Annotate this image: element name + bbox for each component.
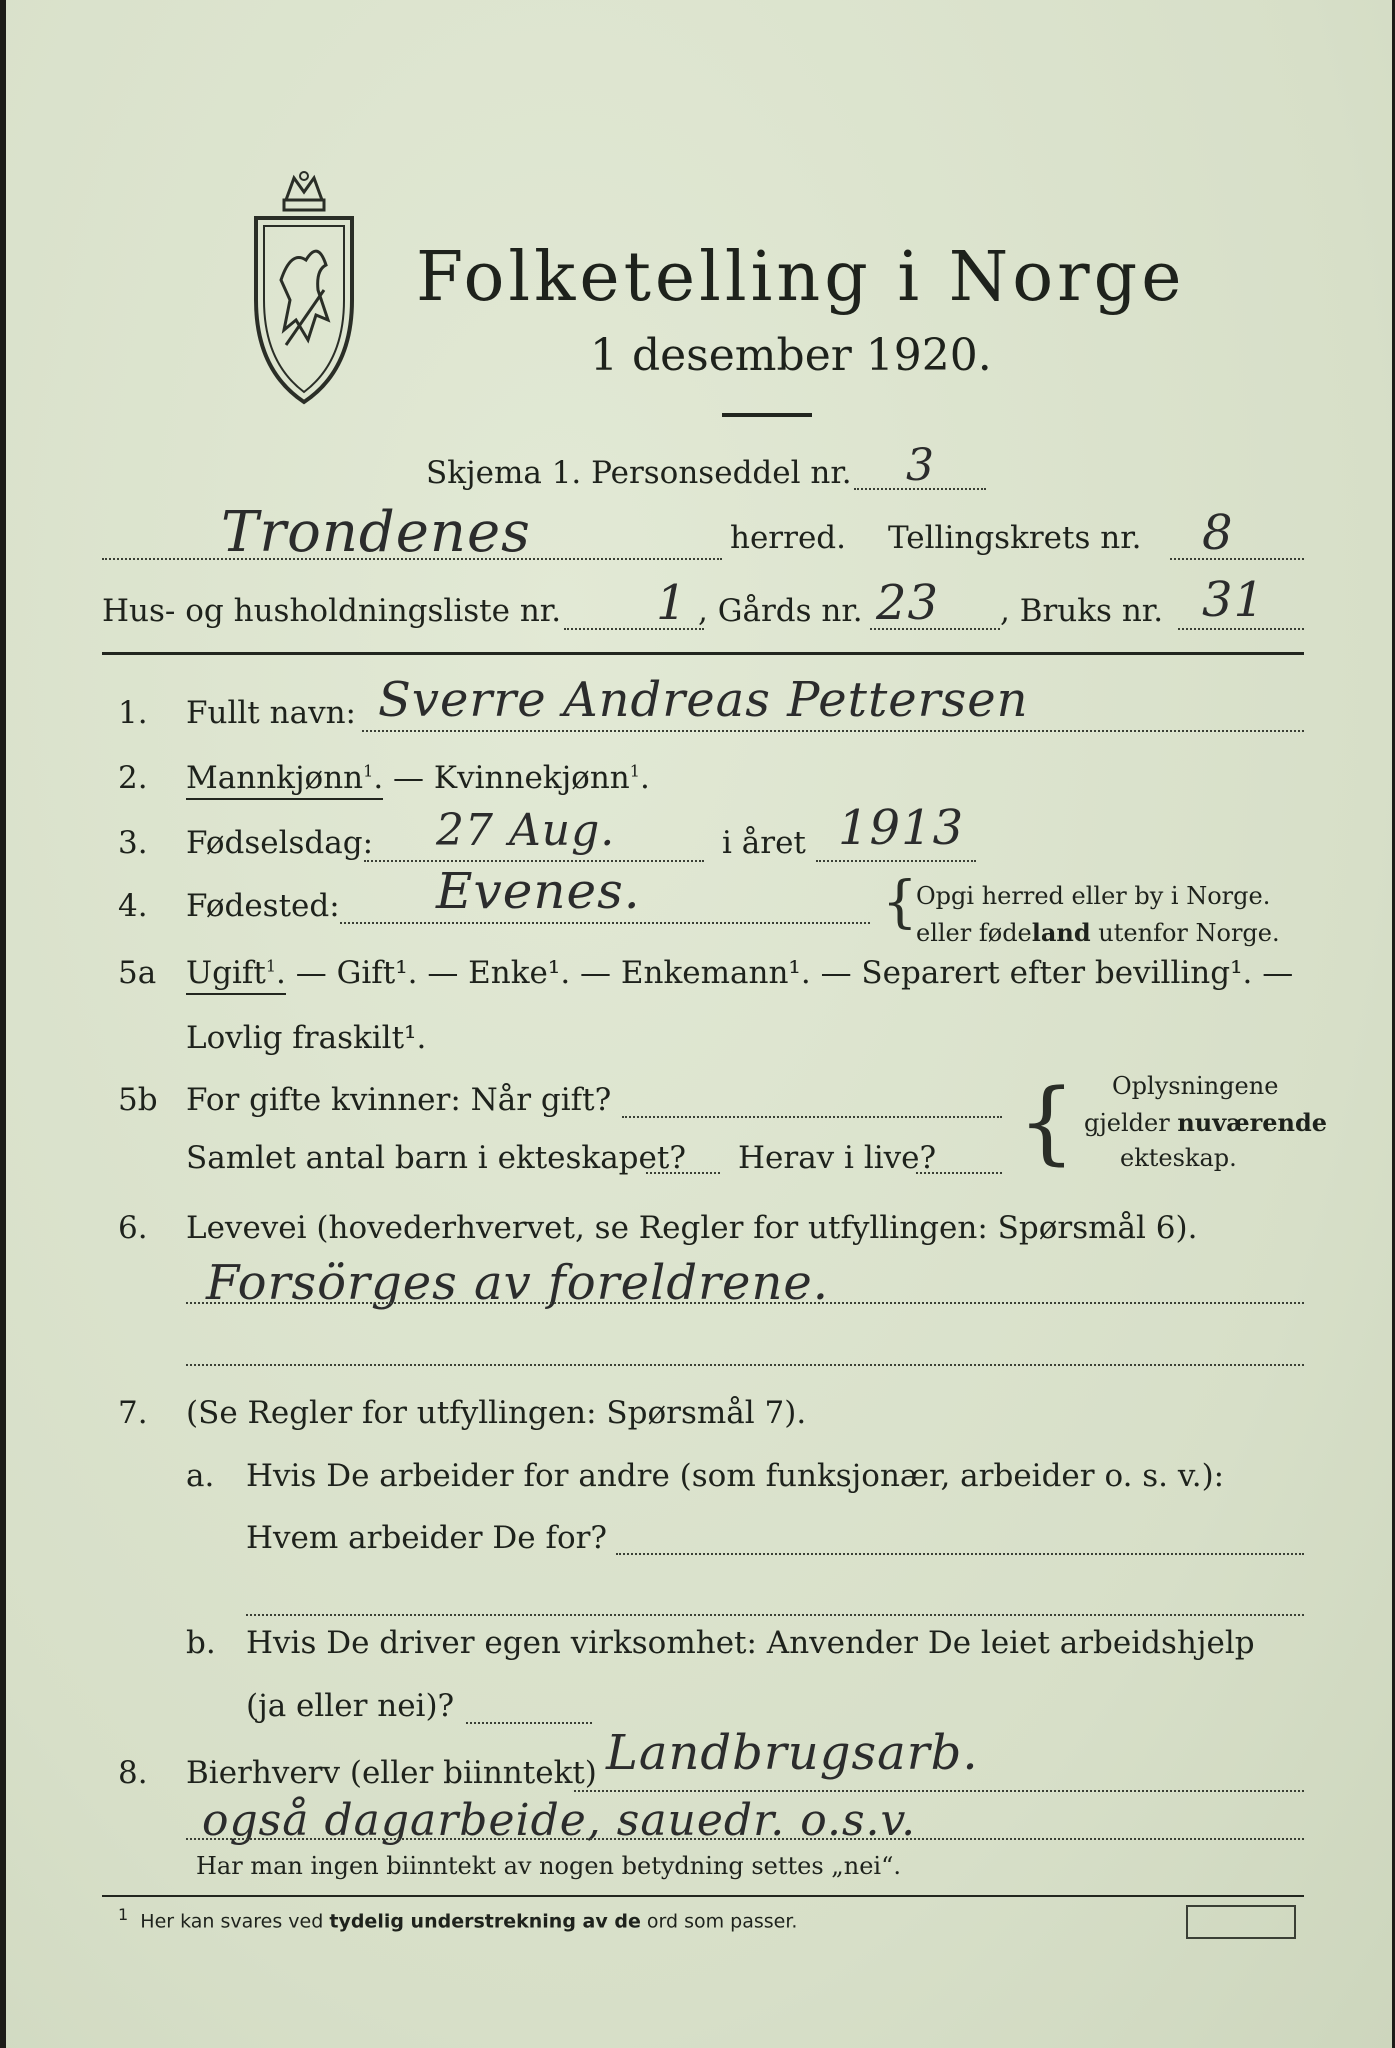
q6-number: 6. — [118, 1210, 148, 1246]
ugift-option: Ugift$^1$. — [186, 955, 286, 995]
bruks-label: , Bruks nr. — [1000, 593, 1164, 629]
birth-year-value: 1913 — [838, 800, 965, 856]
footer-divider — [102, 1895, 1304, 1897]
q7a-question: Hvem arbeider De for? — [246, 1520, 608, 1556]
census-form — [6, 0, 1392, 2048]
q2-number: 2. — [118, 760, 148, 796]
q4-note-1: Opgi herred eller by i Norge. — [916, 882, 1271, 910]
q8-note: Har man ingen biinntekt av nogen betydning settes „nei“. — [196, 1852, 901, 1880]
q5b-note-3: ekteskap. — [1120, 1144, 1237, 1172]
personseddel-number: 3 — [906, 440, 935, 491]
coat-of-arms-icon — [246, 170, 362, 410]
q7b-question: (ja eller nei)? — [246, 1688, 455, 1724]
q5b-live-line — [916, 1172, 1002, 1174]
q8-line2 — [186, 1838, 1304, 1840]
q6-line2 — [186, 1364, 1304, 1366]
hus-value: 1 — [656, 575, 688, 631]
mannkjonn-option: Mannkjønn$^1$. — [186, 760, 383, 800]
gards-value: 23 — [876, 575, 940, 631]
q7-number: 7. — [118, 1395, 148, 1431]
q4-line — [340, 922, 870, 924]
q3-year-label: i året — [722, 825, 806, 861]
q5b-brace: { — [1018, 1070, 1076, 1175]
q8-label: Bierhverv (eller biinntekt) — [186, 1755, 597, 1791]
bruks-line — [1178, 628, 1304, 630]
q5a-options: Ugift$^1$. — Gift¹. — Enke¹. — Enkemann¹. — Separert efter bevilling¹. — — [186, 955, 1293, 991]
q5b-label2: Samlet antal barn i ekteskapet? — [186, 1140, 686, 1176]
full-name-value: Sverre Andreas Pettersen — [378, 672, 1029, 728]
footnote: $^1$ Her kan svares ved tydelig understrekning av de ord som passer. — [118, 1905, 798, 1933]
q5a-line2: Lovlig fraskilt¹. — [186, 1020, 427, 1056]
q8-number: 8. — [118, 1755, 148, 1791]
q5b-line — [622, 1116, 1002, 1118]
q3-number: 3. — [118, 825, 148, 861]
q5b-note-1: Oplysningene — [1112, 1072, 1279, 1100]
herred-label: herred. — [730, 520, 846, 556]
side-income-value: Landbrugsarb. — [606, 1725, 979, 1781]
birthplace-value: Evenes. — [436, 862, 641, 920]
title-divider — [722, 413, 812, 417]
q1-line — [362, 730, 1304, 732]
q7-label: (Se Regler for utfyllingen: Spørsmål 7). — [186, 1395, 807, 1431]
herred-value: Trondenes — [221, 500, 531, 565]
q1-number: 1. — [118, 695, 148, 731]
q1-label: Fullt navn: — [186, 695, 356, 731]
census-date: 1 desember 1920. — [590, 330, 992, 381]
q5b-label: For gifte kvinner: Når gift? — [186, 1082, 612, 1118]
q6-line1 — [186, 1302, 1304, 1304]
bruks-value: 31 — [1202, 572, 1266, 628]
kvinnekjonn-option: Kvinnekjønn$^1$. — [433, 760, 650, 796]
tellingskrets-value: 8 — [1202, 505, 1234, 561]
q4-number: 4. — [118, 888, 148, 924]
schema-label: Skjema 1. Personseddel nr. — [426, 455, 852, 491]
occupation-value: Forsörges av foreldrene. — [206, 1255, 830, 1311]
header-divider — [102, 652, 1304, 655]
q5b-label3: Herav i live? — [738, 1140, 937, 1176]
printer-stamp — [1186, 1905, 1296, 1939]
q7a-line2 — [246, 1614, 1304, 1616]
side-income-value-2: også dagarbeide, sauedr. o.s.v. — [202, 1795, 917, 1846]
q3-label: Fødselsdag: — [186, 825, 374, 861]
q7a-text: Hvis De arbeider for andre (som funksjonær, arbeider o. s. v.): — [246, 1458, 1225, 1494]
q6-label: Levevei (hovederhvervet, se Regler for utfyllingen: Spørsmål 6). — [186, 1210, 1198, 1246]
q5b-number: 5b — [118, 1082, 158, 1118]
q2-options: Mannkjønn$^1$. — Kvinnekjønn$^1$. — [186, 760, 650, 796]
tellingskrets-label: Tellingskrets nr. — [888, 520, 1142, 556]
q7b-line — [466, 1722, 592, 1724]
q7a-letter: a. — [186, 1458, 215, 1494]
q7b-text: Hvis De driver egen virksomhet: Anvender De leiet arbeidshjelp — [246, 1625, 1255, 1661]
q4-label: Fødested: — [186, 888, 340, 924]
form-title: Folketelling i Norge — [416, 238, 1186, 317]
gards-label: , Gårds nr. — [698, 593, 863, 629]
q8-line1 — [574, 1790, 1304, 1792]
q7b-letter: b. — [186, 1625, 216, 1661]
birthdate-value: 27 Aug. — [436, 805, 616, 856]
q5b-barn-line — [646, 1172, 720, 1174]
q4-note-2: eller fødeland utenfor Norge. — [916, 918, 1280, 947]
q3-year-line — [816, 860, 976, 862]
q4-brace: { — [882, 870, 918, 935]
tellingskrets-line — [1170, 558, 1304, 560]
hus-label: Hus- og husholdningsliste nr. — [102, 593, 562, 629]
q7a-line1 — [616, 1553, 1304, 1555]
q5b-note-2: gjelder nuværende — [1084, 1108, 1328, 1137]
q5a-number: 5a — [118, 955, 157, 991]
